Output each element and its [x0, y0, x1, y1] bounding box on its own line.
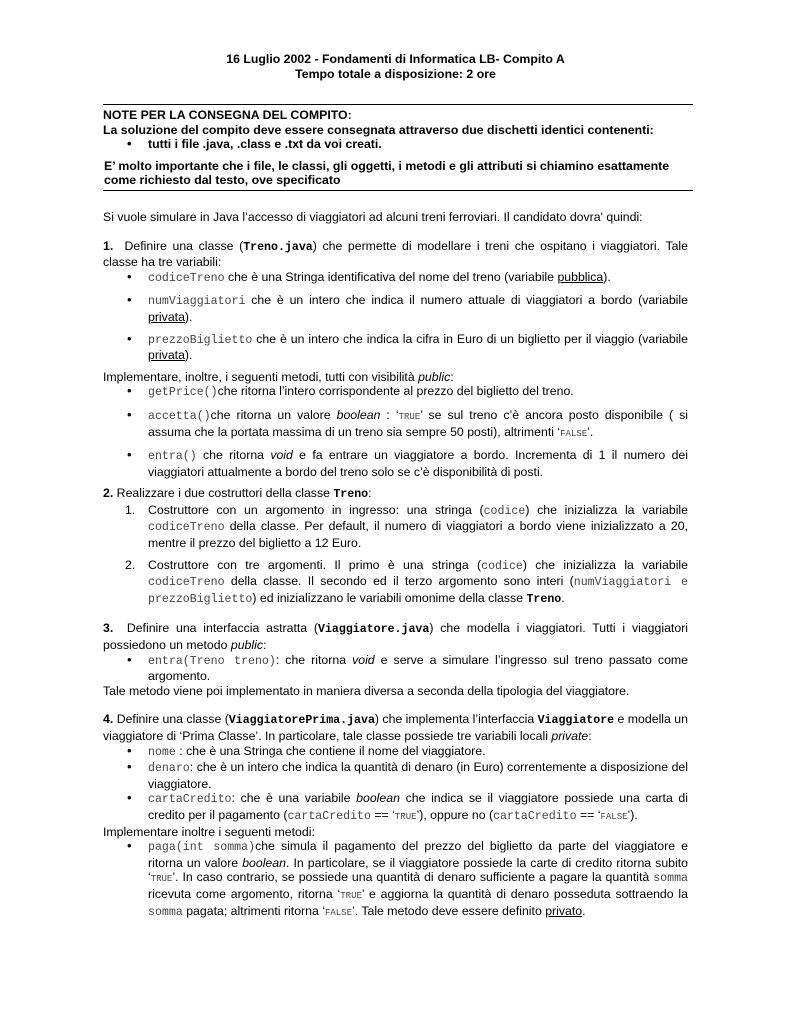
text-s4-v1-code: nome [148, 745, 176, 759]
text-s1-b: ) che permette di modellare i treni che ospitano i viaggiatori. Tale classe ha tre variabili: [103, 238, 689, 270]
document-title [103, 52, 688, 81]
notes-line-2: E’ molto importante che i file, le classi, gli oggetti, i metodi e gli attributi si chiamino esattamente come richiesto dal testo, ove specificato [104, 158, 670, 188]
notes-heading: NOTE PER LA CONSEGNA DEL COMPITO: [103, 108, 352, 122]
constructor-1 [103, 503, 688, 551]
text-s1-m2-d: ’. [587, 424, 594, 439]
text-s4-v3-code: cartaCredito [148, 793, 232, 807]
text-s1-m1-code: getPrice() [148, 386, 218, 400]
text-s4-v3-b: che indica se il viaggiatore possiede una carta di credito per il pagamento ( [148, 791, 688, 822]
text-s1-m2-b: : ‘ [380, 407, 399, 422]
text-s2-c2-c: della classe. Il secondo ed il terzo argomento sono interi ( [224, 574, 574, 589]
section-4-number: 4. [103, 712, 114, 727]
text-s4-d: : [588, 729, 592, 743]
text-s1-v3-end: ). [184, 348, 193, 363]
text-s4-v2-code: denaro [148, 762, 190, 776]
method-entra [103, 448, 688, 479]
text-s1-methods-intro-a: Implementare, inoltre, i seguenti metodi, tutti con visibilità [103, 369, 419, 384]
text-s4-v3-a: : che è una variabile [231, 791, 357, 806]
variable-codice-treno [103, 270, 688, 287]
text-s4-v3-c: == ‘ [370, 807, 395, 822]
text-s1-v2-u: privata [148, 309, 185, 324]
text-s4-m-f: pagata; altrimenti ritorna ‘ [182, 903, 325, 918]
variable-denaro [103, 760, 688, 791]
text-s1-methods-intro-b: : [450, 369, 454, 384]
variable-prezzo-biglietto [103, 332, 688, 363]
method-get-price [103, 384, 688, 401]
treno-java-code: Treno.java [243, 240, 313, 254]
text-s4-a: Definire una classe ( [113, 712, 229, 727]
variable-nome [103, 744, 688, 761]
text-s2-c1-code2: codiceTreno [148, 521, 225, 535]
text-s4-m-e: ’ e aggiorna la quantità di denaro posseduta sottraendo la [361, 886, 688, 901]
text-s4-m-d: ricevuta come argomento, ritorna ‘ [148, 886, 341, 901]
document-page [103, 52, 688, 920]
text-s2-c2-a: Costruttore con tre argomenti. Il primo è una stringa ( [148, 557, 482, 572]
text-s1-m2-a: che ritorna un valore [210, 407, 337, 422]
text-s2-b: : [368, 486, 372, 501]
text-s1-m3-i: void [270, 448, 293, 463]
text-s4-v3-code2: cartaCredito [287, 809, 371, 823]
text-s1-m2-i: boolean [336, 407, 381, 422]
text-s1-v1-end: ). [603, 269, 611, 284]
text-s1-m1-text: che ritorna l’intero corrispondente al prezzo del biglietto del treno. [217, 384, 574, 399]
text-s1-v1-text: che è una Stringa identificativa del nome del treno (variabile [224, 269, 558, 284]
section-2-number: 2. [103, 486, 114, 501]
variable-carta-credito [103, 791, 688, 824]
text-s4-m-u: privato [545, 903, 583, 918]
notes-line-1: La soluzione del compito deve essere consegnata attraverso due dischetti identici contenenti: [103, 122, 654, 137]
section-1-text [103, 239, 688, 270]
text-s1-v3-code: prezzoBiglietto [148, 333, 253, 347]
method-paga [103, 839, 688, 920]
text-s4-v2-text: : che è un intero che indica la quantità di denaro (in Euro) correntemente a disposizione del viaggiatore. [148, 760, 688, 791]
notes-section [103, 108, 688, 188]
text-s1-a: Definire una classe ( [124, 238, 244, 253]
text-s1-methods-intro-i: public [418, 369, 451, 384]
text-s2-c2-d: ) ed inizializzano le variabili omonime della classe [252, 590, 527, 605]
top-rule [103, 104, 693, 105]
section-1-number: 1. [103, 238, 114, 253]
methods-intro [103, 370, 688, 385]
text-s2-c2-code2: codiceTreno [148, 576, 225, 590]
text-s2-c2-code: codice [481, 559, 523, 573]
section-4-text [103, 712, 688, 743]
text-s4-m-i: boolean [242, 855, 286, 870]
text-s4-m-true2: TRUE [340, 890, 362, 901]
intro-paragraph: Si vuole simulare in Java l’accesso di viaggiatori ad alcuni treni ferroviari. Il candidato dovra' quindi: [103, 209, 643, 224]
text-s1-m2-c: ’ se sul treno c’è ancora posto disponibile ( si assuma che la portata massima di un treno sia sempre 50 posti), altrimenti ‘ [148, 407, 688, 439]
text-s1-m3-b: e fa entrare un viaggiatore a bordo. Incrementa di 1 il numero dei viaggiatori attualmente a bordo del treno solo se c’è disponibilità di posti. [148, 448, 688, 479]
text-s3-a: Definire una interfaccia astratta ( [120, 621, 318, 636]
text-s4-i: private [551, 729, 589, 743]
bottom-rule [103, 190, 693, 191]
text-s4-m-c: ’. In caso contrario, se possiede una quantità di denaro sufficiente a pagare la quantità [172, 870, 654, 885]
text-s4-m-code: paga(int somma) [148, 841, 256, 855]
text-s1-m2-false: FALSE [560, 428, 588, 439]
text-s2-c1-b: ) che inizializza la variabile [525, 502, 688, 517]
text-s2-c1-a: Costruttore con un argomento in ingresso: una stringa ( [148, 502, 484, 517]
text-s1-m3-code: entra() [148, 450, 197, 464]
text-s4-b: ) che implementa l’interfaccia [374, 712, 538, 727]
text-s4-code: ViaggiatorePrima.java [228, 714, 375, 728]
text-s4-m-a: che simula il pagamento del prezzo del biglietto da parte del viaggiatore e ritorna un valore [148, 839, 688, 870]
text-s4-v3-true: TRUE [394, 811, 417, 822]
text-s1-v2-code: numViaggiatori [148, 295, 246, 309]
method-accetta [103, 408, 688, 441]
variable-num-viaggiatori [103, 293, 688, 324]
text-s4-m-h: . [582, 903, 586, 918]
text-s1-v3-text: che è un intero che indica la cifra in Euro di un biglietto per il viaggio (variabile [252, 331, 688, 346]
text-s4-m-true: TRUE [150, 874, 173, 885]
notes-bullet-text: tutti i file .java, .class e .txt da voi creati. [148, 137, 382, 152]
text-s3-c: : [263, 638, 267, 653]
text-s1-v2-text: che è un intero che indica il numero attuale di viaggiatori a bordo (variabile [245, 293, 688, 308]
constructor-2 [103, 558, 688, 608]
text-s4-v3-code3: cartaCredito [493, 809, 577, 823]
title-line-2: Tempo totale a disposizione: 2 ore [295, 66, 496, 81]
text-s2-c2-b: ) che inizializza la variabile [522, 557, 688, 572]
text-s3-m-i: void [352, 652, 375, 667]
section-2-text [103, 486, 688, 503]
text-s3-b: ) che modella i viaggiatori. Tutti i viaggiatori possiedono un metodo [103, 621, 688, 653]
text-s2-c2-code3: numViaggiatori e prezzoBiglietto [148, 576, 688, 606]
text-s2-c2-num: 2. [125, 557, 136, 572]
text-s3-m-code: entra(Treno treno) [148, 654, 276, 668]
text-s3-code: Viaggiatore.java [318, 623, 430, 637]
text-s2-c1-num: 1. [125, 502, 136, 517]
text-s3-m-a: : che ritorna [275, 652, 353, 667]
text-s4-c: e modella un viaggiatore di ‘Prima Classe’. In particolare, tale classe possiede tre variabili locali [103, 712, 688, 743]
section-3-number: 3. [103, 621, 114, 636]
text-s1-m2-code: accetta() [148, 409, 211, 423]
text-s1-v1-u: pubblica [557, 269, 604, 284]
text-s3-m-b: e serve a simulare l’ingresso sul treno passato come argomento. [148, 652, 689, 684]
text-s4-v3-d: ’), oppure no ( [416, 807, 494, 822]
text-s2-a: Realizzare i due costruttori della classe [113, 486, 334, 501]
text-s4-m-false: FALSE [324, 907, 352, 918]
text-s4-m-code3: somma [148, 905, 183, 919]
text-s3-i: public [230, 638, 263, 653]
section-4-methods-intro: Implementare inoltre i seguenti metodi: [103, 824, 315, 839]
text-s4-code2: Viaggiatore [537, 714, 615, 728]
text-s4-v1-text: : che è una Stringa che contiene il nome del viaggiatore. [175, 743, 486, 758]
text-s4-v3-i: boolean [356, 791, 400, 806]
text-s2-c1-c: della classe. Per default, il numero di viaggiatori a bordo viene inizializzato a 20, mentre il prezzo del biglietto a 12 Euro. [148, 519, 688, 551]
notes-bullet [103, 137, 688, 152]
text-s1-v1-code: codiceTreno [148, 271, 225, 285]
title-line-1: 16 Luglio 2002 - Fondamenti di Informatica LB- Compito A [226, 52, 565, 66]
text-s2-code: Treno [333, 488, 369, 502]
text-s4-m-g: ’. Tale metodo deve essere definito [351, 903, 546, 918]
text-s4-m-b: . In particolare, se il viaggiatore possiede la carte di credito ritorna subito ‘ [148, 855, 688, 885]
text-s1-v2-end: ). [184, 309, 193, 324]
text-s1-m2-true: TRUE [398, 411, 421, 422]
text-s2-c2-e: . [561, 590, 565, 605]
text-s4-v3-false: FALSE [600, 811, 628, 822]
section-3-end: Tale metodo viene poi implementato in maniera diversa a seconda della tipologia del viaggiatore. [103, 683, 630, 698]
section-3-text [103, 621, 688, 652]
text-s4-v3-e: == ‘ [576, 807, 601, 822]
text-s4-v3-f: ’). [627, 807, 638, 822]
text-s1-v3-u: privata [148, 348, 185, 363]
text-s2-c1-code: codice [483, 504, 526, 518]
text-s4-m-code2: somma [653, 872, 688, 886]
text-s1-m3-a: che ritorna [196, 448, 271, 463]
text-s2-c2-code4: Treno [526, 592, 562, 606]
method-entra-treno [103, 653, 688, 684]
